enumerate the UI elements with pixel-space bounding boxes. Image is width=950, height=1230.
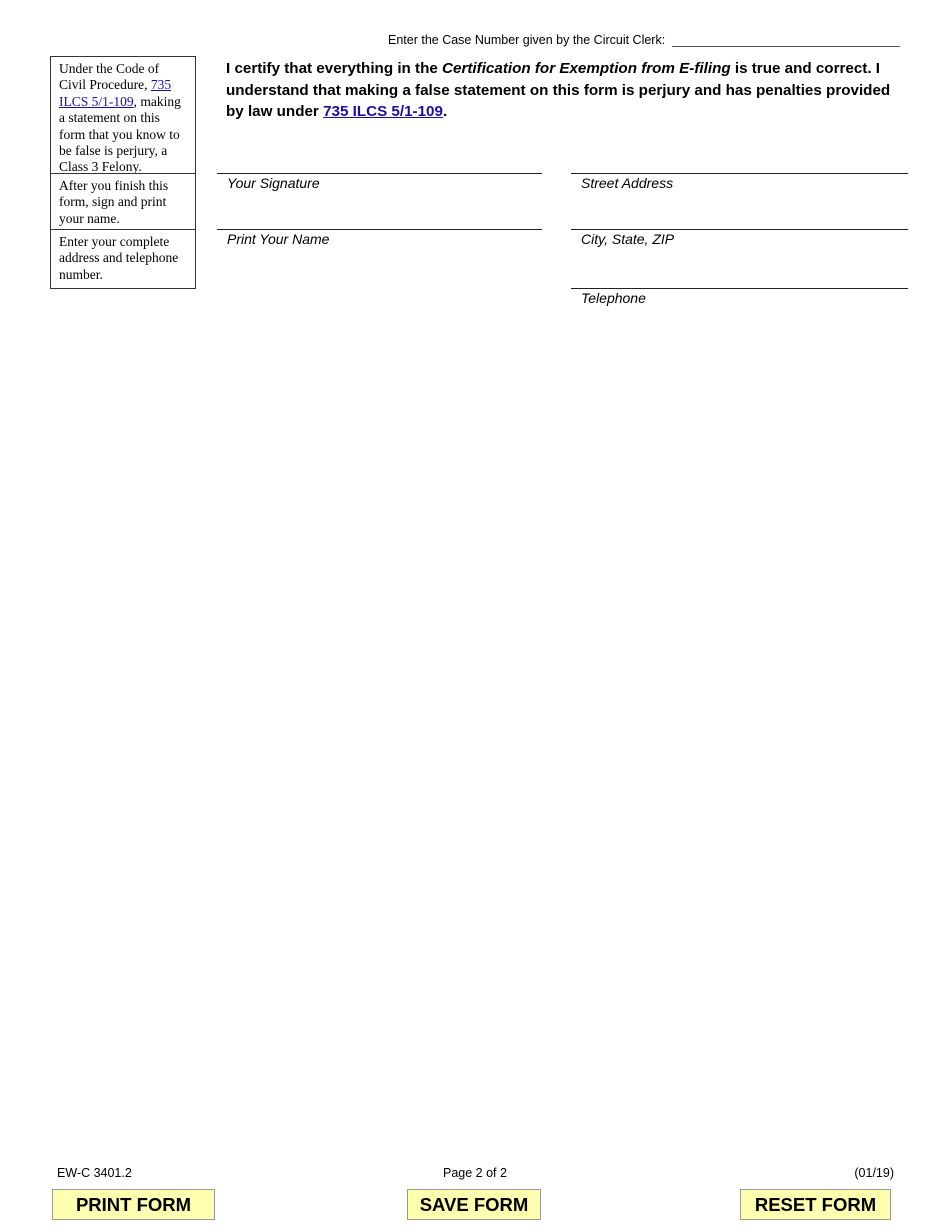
form-title: Certification for Exemption from E-filing (442, 60, 731, 77)
reset-form-button[interactable]: RESET FORM (740, 1189, 891, 1220)
city-state-zip-label: City, State, ZIP (581, 231, 675, 247)
city-state-zip-line[interactable] (571, 229, 908, 230)
telephone-label: Telephone (581, 290, 646, 306)
instruction-address: Enter your complete address and telephone number. (50, 229, 196, 289)
print-form-button[interactable]: PRINT FORM (52, 1189, 215, 1220)
form-code: EW-C 3401.2 (57, 1166, 132, 1180)
case-number-row (388, 33, 900, 47)
case-number-field[interactable] (672, 34, 900, 47)
save-form-button[interactable]: SAVE FORM (407, 1189, 541, 1220)
print-name-line[interactable] (217, 229, 542, 230)
instruction-perjury: Under the Code of Civil Procedure, 735 ILCS 5/1-109, making a statement on this form that you know to be false is perjury, a Class 3 Felony. (50, 56, 196, 174)
street-address-line[interactable] (571, 173, 908, 174)
cert-statute-link[interactable]: 735 ILCS 5/1-109 (323, 103, 443, 120)
print-name-label: Print Your Name (227, 231, 330, 247)
street-address-label: Street Address (581, 175, 674, 191)
certification-statement: I certify that everything in the Certification for Exemption from E-filing is true and correct. I understand that making a false statement on this form is perjury and has penalties provided by law under 735 ILCS 5/1-109. (226, 60, 891, 120)
signature-label: Your Signature (227, 175, 320, 191)
revision-date: (01/19) (854, 1166, 894, 1180)
instruction-sign: After you finish this form, sign and print your name. (50, 173, 196, 230)
statute-link[interactable]: 735 ILCS 5/1-109 (59, 77, 172, 109)
page-number: Page 2 of 2 (443, 1166, 507, 1180)
case-number-label: Enter the Case Number given by the Circuit Clerk: (388, 33, 666, 47)
signature-line[interactable] (217, 173, 542, 174)
telephone-line[interactable] (571, 288, 908, 289)
